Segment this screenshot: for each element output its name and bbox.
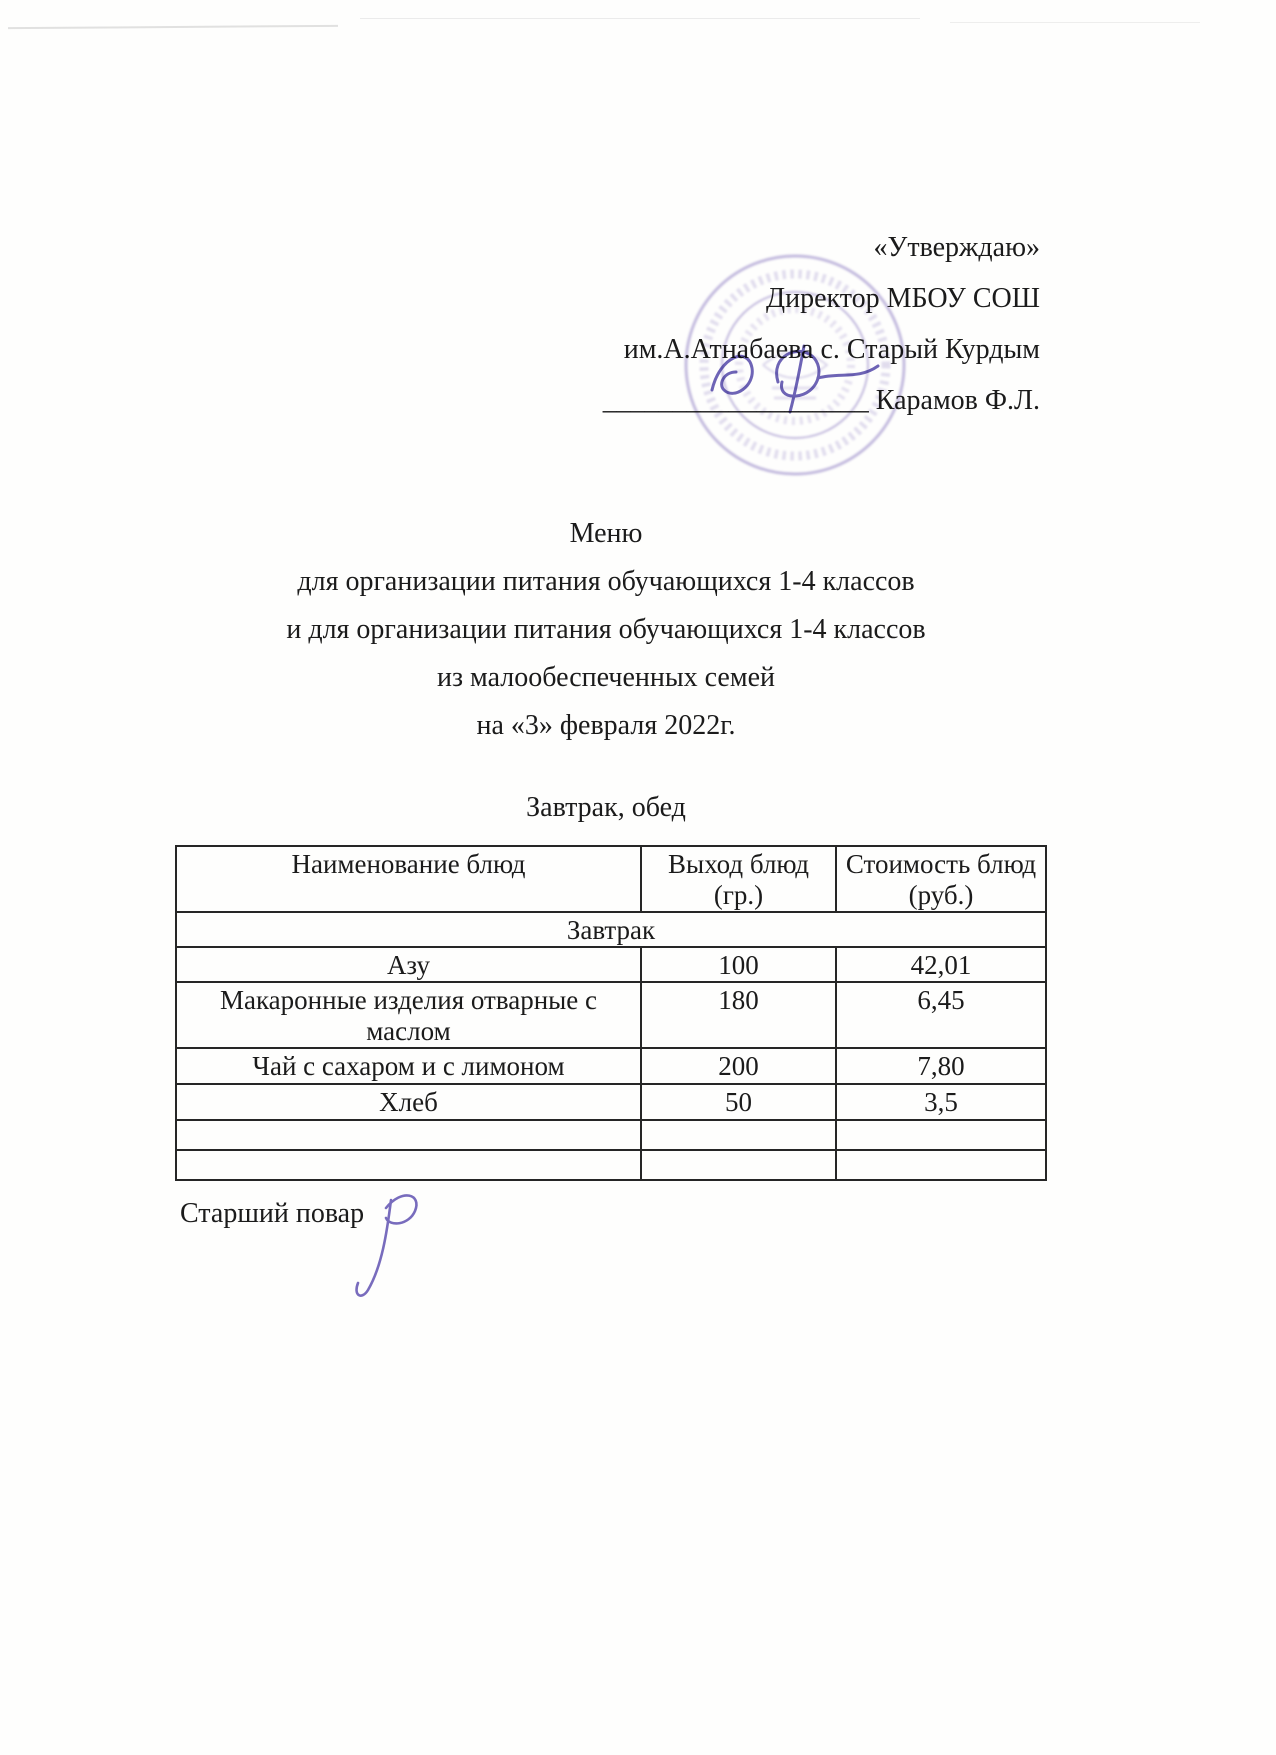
table-caption: Завтрак, обед — [526, 792, 686, 823]
dish-weight: 200 — [641, 1048, 836, 1084]
table-row — [176, 1084, 1046, 1120]
chef-label: Старший повар — [180, 1198, 365, 1229]
dish-weight: 100 — [641, 947, 836, 982]
menu-subtitle-2: и для организации питания обучающихся 1-4 классов — [286, 614, 926, 645]
header-output: Выход блюд (гр.) — [641, 846, 836, 912]
dish-name: Азу — [176, 947, 641, 982]
menu-date: на «3» февраля 2022г. — [476, 710, 736, 741]
approval-line-school: им.А.Атнабаева с. Старый Курдым — [623, 334, 1040, 365]
table-row-empty — [176, 1150, 1046, 1180]
menu-title-block — [0, 510, 1212, 750]
dish-price: 6,45 — [836, 982, 1046, 1048]
section-label: Завтрак — [176, 912, 1046, 947]
menu-subtitle-3: из малообеспеченных семей — [437, 662, 775, 693]
menu-table — [175, 845, 1047, 1181]
table-row — [176, 982, 1046, 1048]
dish-name — [176, 1120, 641, 1150]
table-row — [176, 1048, 1046, 1084]
scan-artifact — [950, 22, 1200, 23]
dish-name: Хлеб — [176, 1084, 641, 1120]
scan-artifact — [8, 25, 338, 29]
director-name: Карамов Ф.Л. — [875, 385, 1040, 416]
table-row — [176, 947, 1046, 982]
approval-block — [603, 222, 1040, 426]
signature-line: ___________________ — [602, 385, 876, 416]
dish-name: Чай с сахаром и с лимоном — [176, 1048, 641, 1084]
approval-line-utverzhdayu: «Утверждаю» — [873, 232, 1040, 263]
dish-weight: 50 — [641, 1084, 836, 1120]
table-row-empty — [176, 1120, 1046, 1150]
dish-price: 42,01 — [836, 947, 1046, 982]
scan-artifact — [360, 18, 920, 19]
header-price: Стоимость блюд (руб.) — [836, 846, 1046, 912]
dish-name: Макаронные изделия отварные с маслом — [176, 982, 641, 1048]
dish-name — [176, 1150, 641, 1180]
table-section-row — [176, 912, 1046, 947]
header-dish-name: Наименование блюд — [176, 846, 641, 912]
table-header-row — [176, 846, 1046, 912]
approval-line-director: Директор МБОУ СОШ — [765, 283, 1040, 314]
dish-price — [836, 1150, 1046, 1180]
menu-title: Меню — [569, 518, 643, 549]
menu-subtitle-1: для организации питания обучающихся 1-4 классов — [297, 566, 915, 597]
dish-price: 7,80 — [836, 1048, 1046, 1084]
dish-weight: 180 — [641, 982, 836, 1048]
dish-weight — [641, 1120, 836, 1150]
dish-weight — [641, 1150, 836, 1180]
approval-signature-row — [603, 375, 1040, 426]
dish-price — [836, 1120, 1046, 1150]
dish-price: 3,5 — [836, 1084, 1046, 1120]
